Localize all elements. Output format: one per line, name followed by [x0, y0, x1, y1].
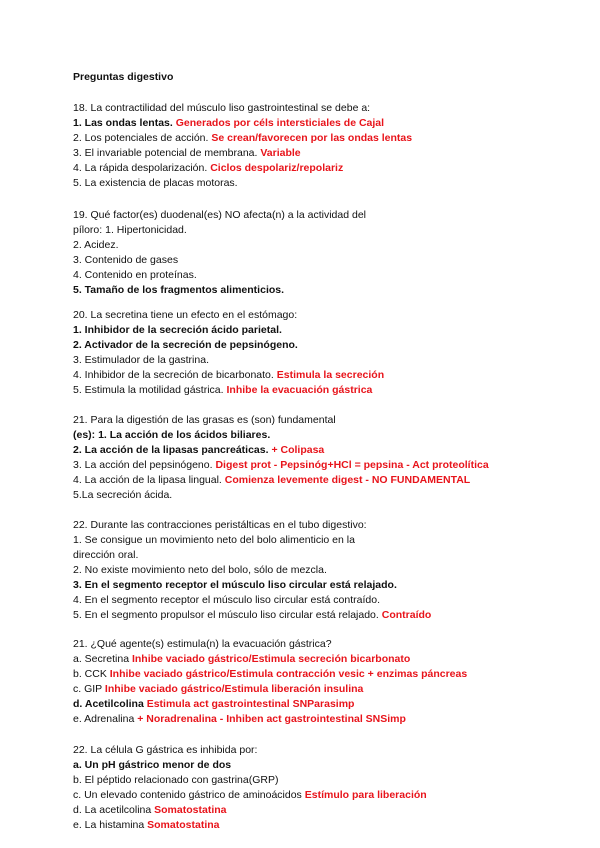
question-line — [73, 533, 431, 548]
question-block — [73, 413, 489, 503]
line-text: 3. Estimulador de la gastrina. — [73, 354, 209, 366]
line-text: 2. No existe movimiento neto del bolo, sólo de mezcla. — [73, 564, 327, 576]
question-line — [73, 667, 467, 682]
answer-note: Inhibe vaciado gástrico/Estimula contracción vesic + enzimas páncreas — [109, 668, 468, 680]
answer-note: + Colipasa — [271, 444, 325, 456]
question-line — [73, 788, 427, 803]
question-line — [73, 593, 431, 608]
line-text: 2. Los potenciales de acción. — [73, 132, 209, 144]
line-text: 1. Inhibidor de la secreción ácido parietal. — [73, 324, 282, 336]
line-text: 1. Las ondas lentas. — [73, 117, 173, 129]
line-text: 3. En el segmento receptor el músculo liso circular está relajado. — [73, 579, 397, 591]
question-line — [73, 413, 489, 428]
line-text: dirección oral. — [73, 549, 139, 561]
line-text: 3. La acción del pepsinógeno. — [73, 459, 213, 471]
question-line — [73, 176, 412, 191]
line-text: 22. Durante las contracciones peristálticas en el tubo digestivo: — [73, 519, 367, 531]
question-line — [73, 268, 366, 283]
question-line — [73, 637, 467, 652]
line-text: b. CCK — [73, 668, 107, 680]
question-block — [73, 518, 431, 623]
question-line — [73, 682, 467, 697]
line-text: d. La acetilcolina — [73, 804, 152, 816]
line-text: 21. Para la digestión de las grasas es (son) fundamental — [73, 414, 336, 426]
line-text: píloro: 1. Hipertonicidad. — [73, 224, 187, 236]
question-line — [73, 238, 366, 253]
question-line — [73, 743, 427, 758]
line-text: 4. Inhibidor de la secreción de bicarbonato. — [73, 369, 274, 381]
question-line — [73, 131, 412, 146]
line-text: 2. Acidez. — [73, 239, 119, 251]
line-text: e. Adrenalina — [73, 713, 135, 725]
answer-note: + Noradrenalina - Inhiben act gastrointestinal SNSimp — [137, 713, 406, 725]
question-line — [73, 283, 366, 298]
question-line — [73, 368, 384, 383]
question-line — [73, 578, 431, 593]
question-block — [73, 101, 412, 191]
answer-note: Estimula la secreción — [276, 369, 385, 381]
answer-note: Variable — [260, 147, 301, 159]
line-text: 21. ¿Qué agente(s) estimula(n) la evacuación gástrica? — [73, 638, 332, 650]
question-line — [73, 161, 412, 176]
question-line — [73, 712, 467, 727]
line-text: 5. Estimula la motilidad gástrica. — [73, 384, 224, 396]
question-line — [73, 428, 489, 443]
answer-note: Inhibe vaciado gástrico/Estimula secreción bicarbonato — [131, 653, 411, 665]
answer-note: Somatostatina — [147, 819, 220, 831]
answer-note: Comienza levemente digest - NO FUNDAMENTAL — [224, 474, 471, 486]
answer-note: Inhibe vaciado gástrico/Estimula liberación insulina — [104, 683, 364, 695]
answer-note: Inhibe la evacuación gástrica — [226, 384, 373, 396]
question-line — [73, 308, 384, 323]
line-text: c. GIP — [73, 683, 102, 695]
question-line — [73, 338, 384, 353]
question-line — [73, 323, 384, 338]
line-text: e. La histamina — [73, 819, 145, 831]
line-text: 19. Qué factor(es) duodenal(es) NO afecta(n) a la actividad del — [73, 209, 366, 221]
question-block — [73, 208, 366, 298]
line-text: b. El péptido relacionado con gastrina(GRP) — [73, 774, 279, 786]
question-line — [73, 473, 489, 488]
line-text: 20. La secretina tiene un efecto en el estómago: — [73, 309, 298, 321]
question-line — [73, 488, 489, 503]
question-line — [73, 803, 427, 818]
answer-note: Generados por céls intersticiales de Cajal — [175, 117, 385, 129]
question-line — [73, 116, 412, 131]
line-text: 4. La rápida despolarización. — [73, 162, 208, 174]
answer-note: Estímulo para liberación — [304, 789, 427, 801]
question-line — [73, 608, 431, 623]
question-line — [73, 443, 489, 458]
question-line — [73, 773, 427, 788]
answer-note: Ciclos despolariz/repolariz — [210, 162, 344, 174]
line-text: 2. Activador de la secreción de pepsinógeno. — [73, 339, 298, 351]
line-text: 2. La acción de la lipasas pancreáticas. — [73, 444, 269, 456]
question-line — [73, 458, 489, 473]
question-line — [73, 383, 384, 398]
question-line — [73, 253, 366, 268]
question-line — [73, 518, 431, 533]
line-text: 5. La existencia de placas motoras. — [73, 177, 238, 189]
line-text: d. Acetilcolina — [73, 698, 144, 710]
line-text: 5. Tamaño de los fragmentos alimenticios. — [73, 284, 285, 296]
question-line — [73, 818, 427, 833]
line-text: (es): 1. La acción de los ácidos biliares. — [73, 429, 271, 441]
line-text: 1. Se consigue un movimiento neto del bolo alimenticio en la — [73, 534, 355, 546]
line-text: c. Un elevado contenido gástrico de aminoácidos — [73, 789, 302, 801]
question-line — [73, 548, 431, 563]
answer-note: Se crean/favorecen por las ondas lentas — [211, 132, 413, 144]
line-text: 18. La contractilidad del músculo liso gastrointestinal se debe a: — [73, 102, 371, 114]
document-title: Preguntas digestivo — [73, 71, 174, 83]
question-line — [73, 353, 384, 368]
question-line — [73, 563, 431, 578]
line-text: 5. En el segmento propulsor el músculo liso circular está relajado. — [73, 609, 379, 621]
question-block — [73, 308, 384, 398]
question-line — [73, 758, 427, 773]
question-line — [73, 697, 467, 712]
line-text: 4. En el segmento receptor el músculo liso circular está contraído. — [73, 594, 380, 606]
line-text: a. Secretina — [73, 653, 130, 665]
line-text: 4. Contenido en proteínas. — [73, 269, 197, 281]
answer-note: Somatostatina — [154, 804, 227, 816]
line-text: 3. Contenido de gases — [73, 254, 179, 266]
question-block — [73, 743, 427, 833]
line-text: 22. La célula G gástrica es inhibida por: — [73, 744, 258, 756]
question-line — [73, 652, 467, 667]
line-text: 4. La acción de la lipasa lingual. — [73, 474, 222, 486]
question-line — [73, 223, 366, 238]
answer-note: Digest prot - Pepsinóg+HCl = pepsina - Act proteolítica — [215, 459, 489, 471]
question-line — [73, 208, 366, 223]
question-line — [73, 101, 412, 116]
line-text: 3. El invariable potencial de membrana. — [73, 147, 258, 159]
line-text: a. Un pH gástrico menor de dos — [73, 759, 232, 771]
question-block — [73, 637, 467, 727]
answer-note: Contraído — [381, 609, 432, 621]
line-text: 5.La secreción ácida. — [73, 489, 173, 501]
answer-note: Estimula act gastrointestinal SNParasimp — [146, 698, 355, 710]
question-line — [73, 146, 412, 161]
